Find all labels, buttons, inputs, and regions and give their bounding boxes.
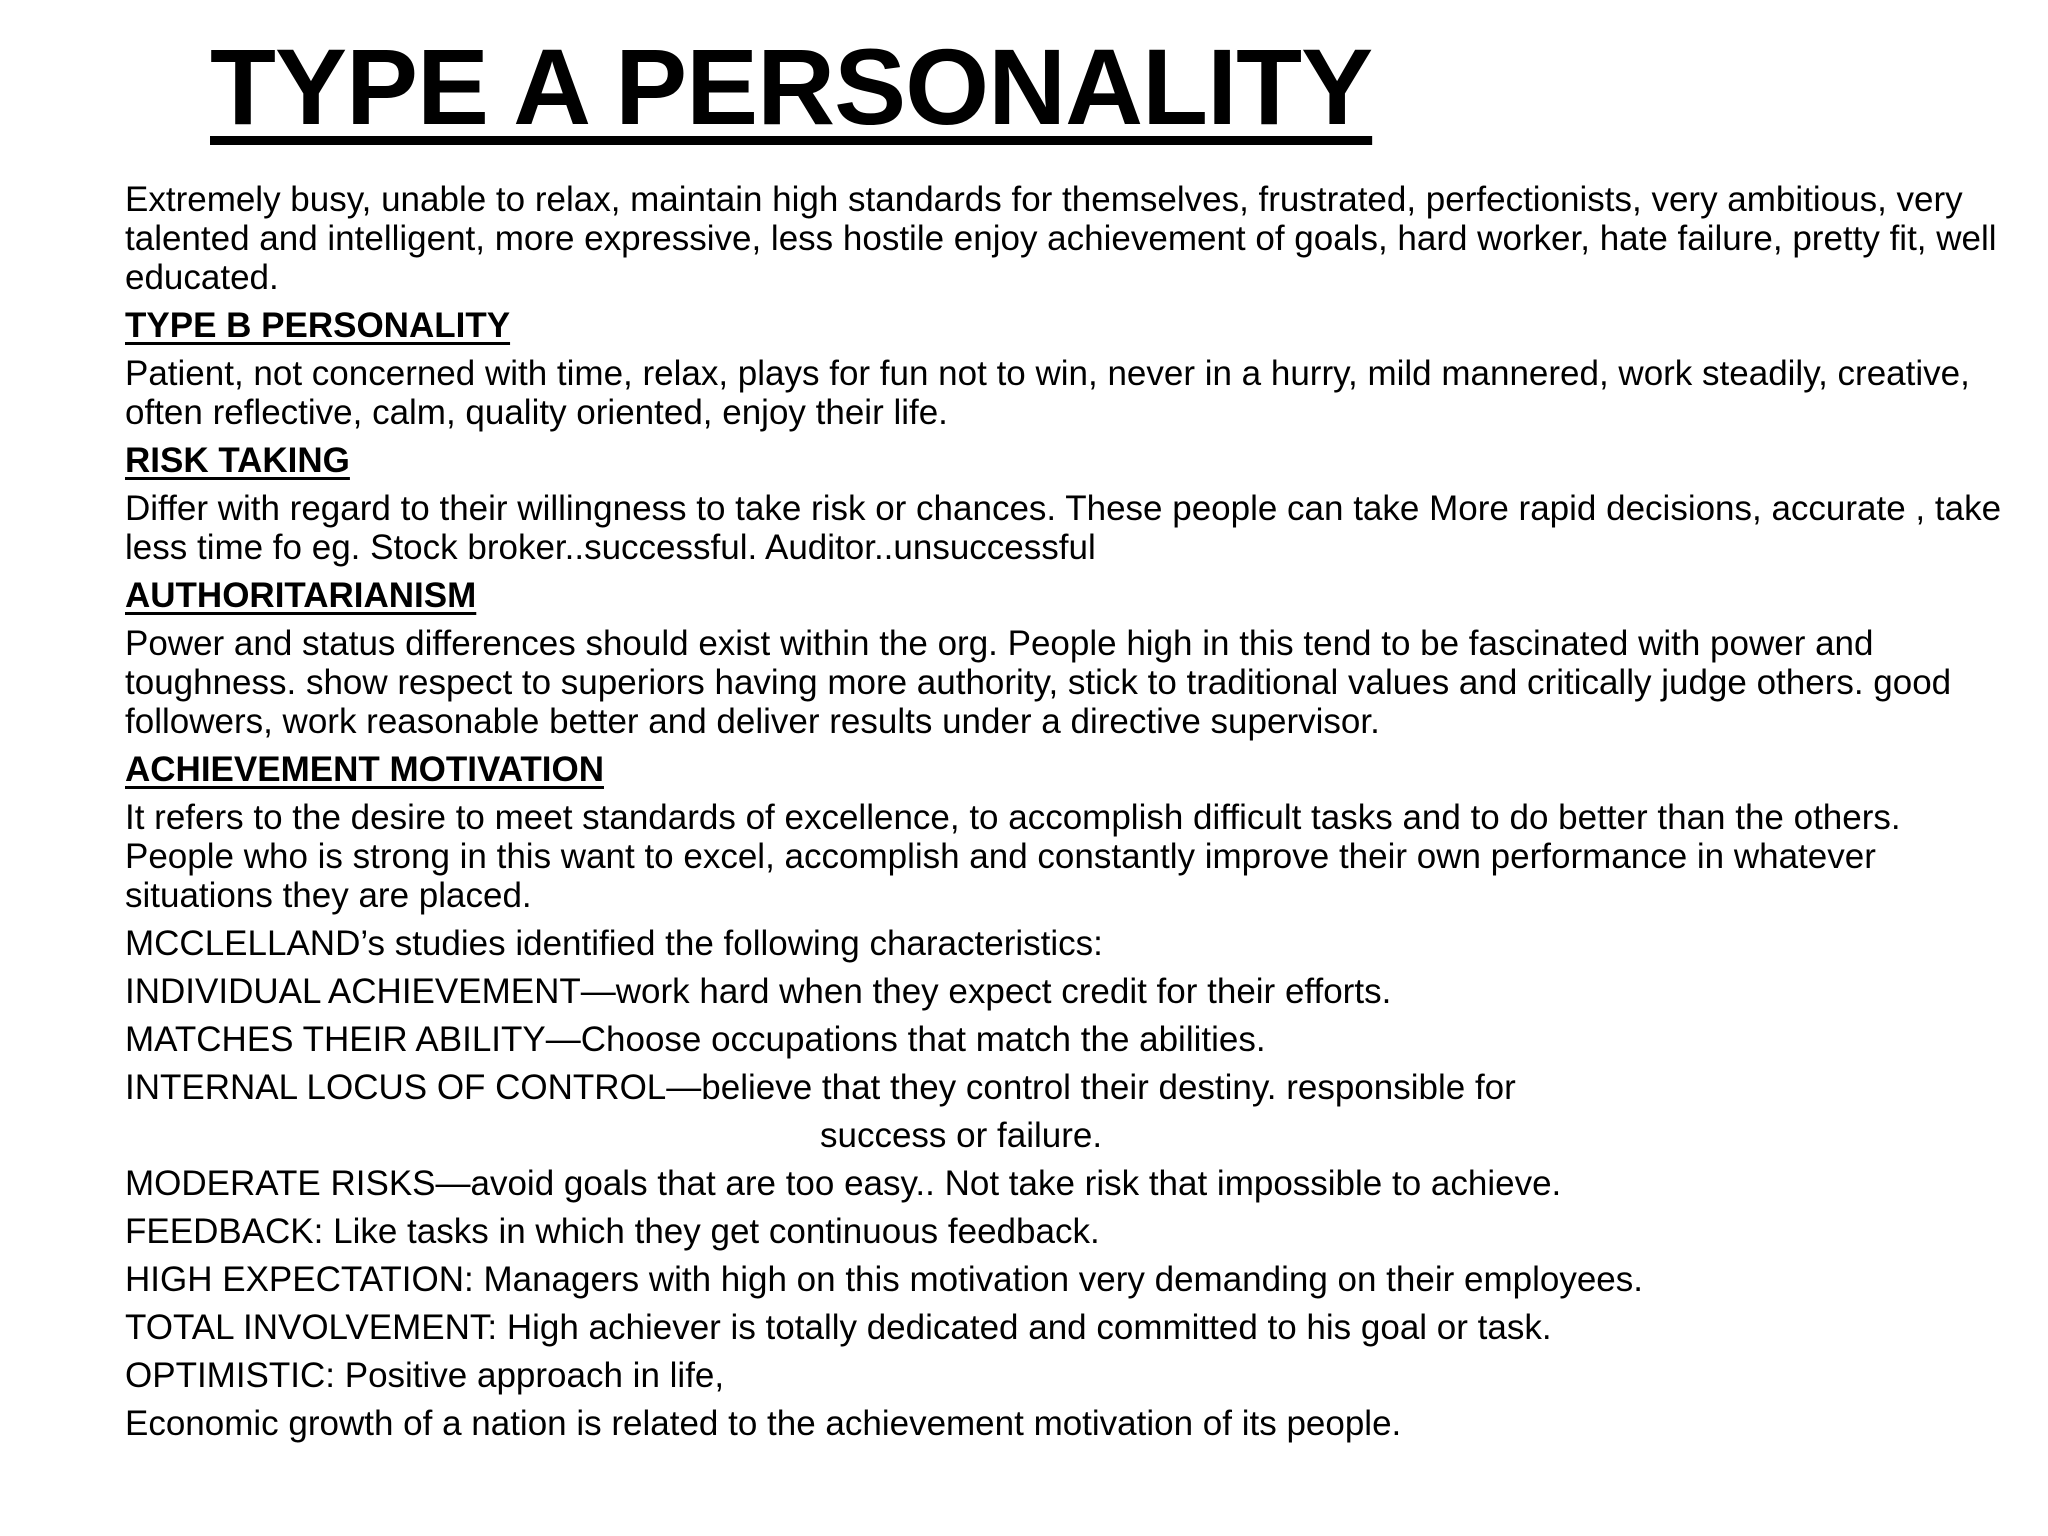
section-authoritarianism <box>125 576 2005 741</box>
characteristics-intro: MCCLELLAND’s studies identified the following characteristics: <box>125 924 1103 963</box>
section-text: It refers to the desire to meet standards of excellence, to accomplish difficult tasks and to do better than the others. People who is strong in this want to excel, accomplish and constantly improve their own performance in whatever situations they are placed. <box>125 798 1901 915</box>
section-heading: RISK TAKING <box>125 441 350 480</box>
characteristic-item: INDIVIDUAL ACHIEVEMENT—work hard when they expect credit for their efforts. <box>125 972 1392 1011</box>
characteristic-item: HIGH EXPECTATION: Managers with high on this motivation very demanding on their employees. <box>125 1260 1643 1299</box>
section-heading: ACHIEVEMENT MOTIVATION <box>125 750 604 789</box>
slide-title: TYPE A PERSONALITY <box>210 26 1373 147</box>
type-a-description: Extremely busy, unable to relax, maintain high standards for themselves, frustrated, perfectionists, very ambitious, very talented and intelligent, more expressive, less hostile enjoy achievement of goals, hard worker, hate failure, pretty fit, well educated. <box>125 180 1997 297</box>
characteristic-item: TOTAL INVOLVEMENT: High achiever is totally dedicated and committed to his goal or task. <box>125 1308 1552 1347</box>
section-type-b <box>125 306 2005 432</box>
slide-body <box>125 180 2005 1452</box>
section-text: Differ with regard to their willingness to take risk or chances. These people can take More rapid decisions, accurate , take less time fo eg. Stock broker..successful. Auditor..unsuccessful <box>125 489 2002 567</box>
characteristic-item-continuation: success or failure. <box>820 1116 1103 1155</box>
characteristic-item: OPTIMISTIC: Positive approach in life, <box>125 1356 725 1395</box>
characteristic-item: MATCHES THEIR ABILITY—Choose occupations that match the abilities. <box>125 1020 1266 1059</box>
section-risk-taking <box>125 441 2005 567</box>
section-achievement-motivation <box>125 750 2005 915</box>
characteristic-item: MODERATE RISKS—avoid goals that are too easy.. Not take risk that impossible to achieve. <box>125 1164 1562 1203</box>
section-heading: TYPE B PERSONALITY <box>125 306 511 345</box>
characteristic-item: INTERNAL LOCUS OF CONTROL—believe that they control their destiny. responsible for <box>125 1068 1516 1107</box>
characteristic-item: FEEDBACK: Like tasks in which they get continuous feedback. <box>125 1212 1100 1251</box>
characteristic-item: Economic growth of a nation is related to the achievement motivation of its people. <box>125 1404 1402 1443</box>
section-text: Power and status differences should exist within the org. People high in this tend to be fascinated with power and toughness. show respect to superiors having more authority, stick to traditional values and critically judge others. good followers, work reasonable better and deliver results under a directive supervisor. <box>125 624 1952 741</box>
section-heading: AUTHORITARIANISM <box>125 576 477 615</box>
characteristics-list <box>125 924 2005 1443</box>
section-text: Patient, not concerned with time, relax, plays for fun not to win, never in a hurry, mild mannered, work steadily, creative, often reflective, calm, quality oriented, enjoy their life. <box>125 354 1970 432</box>
